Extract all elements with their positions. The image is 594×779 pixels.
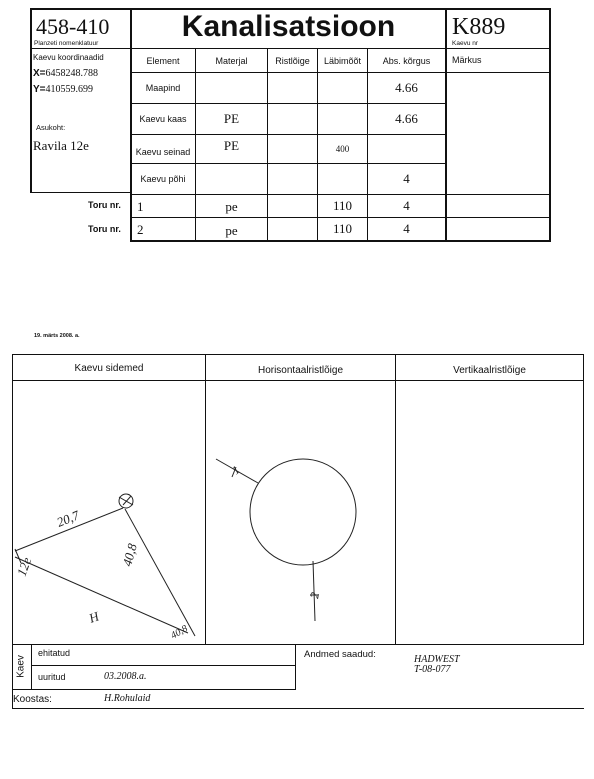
col-header-height: Abs. kõrgus [382,55,431,66]
table-row-height: 4 [403,171,410,186]
coord-y [33,84,93,95]
col-horizontal-section: Horisontaalristlõige [257,364,344,376]
table-row-diameter: 400 [335,144,350,154]
sketch-label: 20,7 [54,507,82,530]
pipe-nr: 2 [137,222,144,237]
col-header-material: Materjal [215,55,248,66]
well-id-caption: Kaevu nr [452,40,479,47]
coord-x-value: 6458248.788 [45,68,99,79]
pipe-label: Toru nr. [88,200,121,210]
author-value: H.Rohulaid [104,693,151,704]
pipe-material: pe [225,199,238,214]
coord-x [33,68,98,79]
sketch-label: H [86,608,101,626]
table-row-element: Kaevu seinad [135,147,191,157]
table-row-material: PE [223,111,240,126]
location-label: Asukoht: [36,123,66,132]
data-source-code: T-08-077 [414,664,451,675]
location-value: Ravila 12e [33,138,89,153]
sketch-label: 12e [13,555,35,579]
pipe-label: Toru nr. [88,224,121,234]
table-row-material: PE [223,138,240,153]
built-label: ehitatud [38,648,71,658]
plan-code-caption: Planzeti nomenklatuur [34,40,99,47]
surveyed-value: 03.2008.a. [104,671,147,682]
page-title: Kanalisatsioon [181,10,396,43]
table-row-element: Maapind [145,83,181,93]
pipe-diameter: 110 [332,198,353,213]
table-row-height: 4.66 [395,111,418,126]
coords-label: Kaevu koordinaadid [33,53,104,62]
footer-side-label: Kaev [15,655,27,678]
col-header-notes: Märkus [452,55,482,65]
pipe-material: pe [225,223,238,238]
col-links: Kaevu sidemed [74,362,144,374]
data-source-value: HADWEST [414,654,460,665]
pipe-height: 4 [403,221,410,236]
coord-y-value: 410559.699 [45,84,94,95]
table-row-element: Kaevu kaas [139,114,187,124]
date-note: 19. märts 2008. a. [34,333,80,339]
col-header-section: Ristlõige [275,55,310,66]
coord-y-label: Y= [33,84,46,95]
coord-x-label: X= [33,68,46,79]
col-header-diameter: Läbimõõt [323,55,362,66]
col-header-element: Element [146,55,180,66]
pipe-height: 4 [403,198,410,213]
data-source-label: Andmed saadud: [304,649,376,660]
table-row-element: Kaevu põhi [140,174,186,184]
surveyed-label: uuritud [38,672,66,682]
sketch-label: 40,8 [119,541,140,568]
sketch-label: 2 [307,591,322,600]
sketch-label: 1 [228,462,243,478]
pipe-diameter: 110 [332,221,353,236]
plan-code: 458-410 [36,14,110,39]
sketch-label: 40,8 [169,623,190,642]
well-ties-sketch [13,381,205,644]
author-label: Koostas: [13,694,52,705]
table-row-height: 4.66 [395,80,418,95]
pipe-nr: 1 [137,199,144,214]
horizontal-section-sketch [206,381,395,644]
col-vertical-section: Vertikaalristlõige [453,364,526,376]
well-id: K889 [452,14,506,40]
